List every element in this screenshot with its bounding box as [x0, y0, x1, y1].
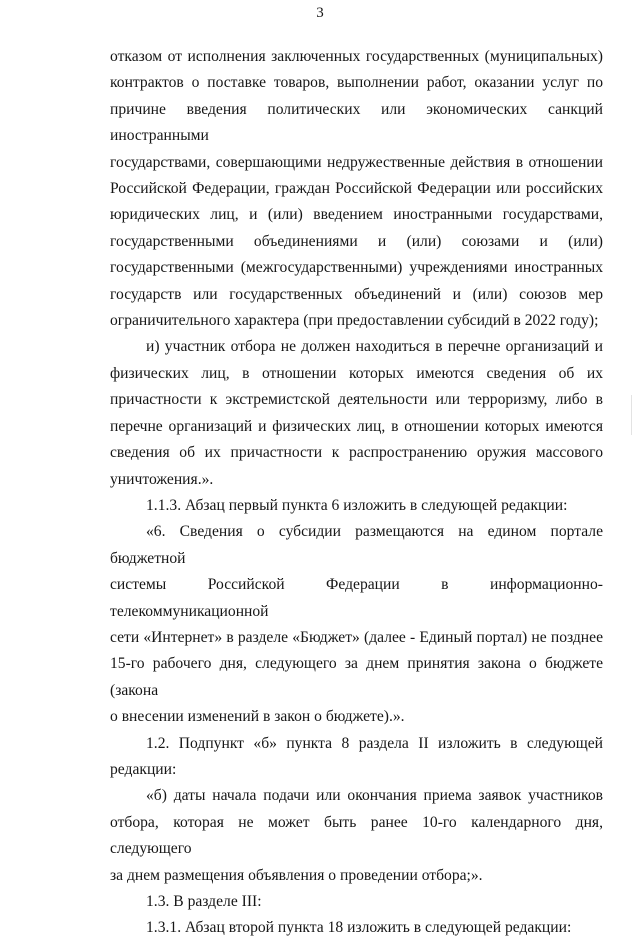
text-line: уничтожения.». — [110, 470, 214, 488]
text-line: физических лиц, в отношении которых имеются сведения об их — [110, 364, 603, 382]
scan-edge-mark — [631, 395, 632, 435]
text-line: «б) даты начала подачи или окончания приема заявок участников — [146, 787, 603, 805]
text-line: сети «Интернет» в разделе «Бюджет» (далее - Единый портал) не позднее — [110, 628, 603, 646]
text-line: государственными (межгосударственными) учреждениями иностранных — [110, 259, 603, 277]
text-line: о внесении изменений в закон о бюджете).». — [110, 708, 405, 726]
paragraph-continuation — [110, 44, 603, 334]
text-line: системы Российской Федерации в информационно-телекоммуникационной — [110, 576, 603, 620]
text-line: и) участник отбора не должен находиться в перечне организаций и — [146, 338, 603, 356]
paragraph-b — [110, 783, 603, 889]
paragraph-1-3 — [110, 889, 603, 915]
text-line: контрактов о поставке товаров, выполнении работ, оказании услуг по — [110, 74, 603, 92]
text-line: за днем размещения объявления о проведении отбора;». — [110, 866, 483, 884]
text-line: отбора, которая не может быть ранее 10-го календарного дня, следующего — [110, 813, 603, 858]
text-line: «6. Сведения о субсидии размещаются на едином портале бюджетной — [110, 523, 603, 567]
text-line: редакции: — [110, 760, 177, 778]
text-line: государств или государственных объединений и (или) союзов мер — [110, 285, 603, 303]
text-line: Российской Федерации, граждан Российской Федерации или российских — [110, 180, 603, 198]
text-line: 15-го рабочего дня, следующего за днем принятия закона о бюджете (закона — [110, 655, 603, 699]
text-line: 1.1.3. Абзац первый пункта 6 изложить в следующей редакции: — [146, 496, 568, 514]
text-line: причастности к экстремистской деятельности или терроризму, либо в — [110, 391, 603, 409]
page-number: 3 — [316, 5, 324, 21]
paragraph-6 — [110, 519, 603, 730]
text-line: перечне организаций и физических лиц, в отношении которых имеются — [110, 417, 603, 435]
text-line: причине введения политических или экономических санкций иностранными — [110, 100, 603, 145]
text-line: сведения об их причастности к распространению оружия массового — [110, 444, 603, 462]
paragraph-1-1-3 — [110, 493, 603, 519]
paragraph-item-i — [110, 334, 603, 492]
text-line: 1.3.1. Абзац второй пункта 18 изложить в следующей редакции: — [146, 919, 572, 937]
paragraph-1-2 — [110, 731, 603, 784]
text-line: государствами, совершающими недружественные действия в отношении — [110, 153, 603, 171]
document-body — [110, 44, 603, 942]
text-line: ограничительного характера (при предоставлении субсидий в 2022 году); — [110, 312, 599, 330]
text-line: государственными объединениями и (или) союзами и (или) — [110, 232, 603, 250]
text-line: отказом от исполнения заключенных государственных (муниципальных) — [110, 48, 603, 65]
paragraph-1-3-1 — [110, 915, 603, 941]
text-line: юридических лиц, и (или) введением иностранными государствами, — [110, 206, 603, 224]
text-line: 1.3. В разделе III: — [146, 893, 262, 910]
text-line: 1.2. Подпункт «б» пункта 8 раздела II изложить в следующей — [146, 734, 603, 752]
